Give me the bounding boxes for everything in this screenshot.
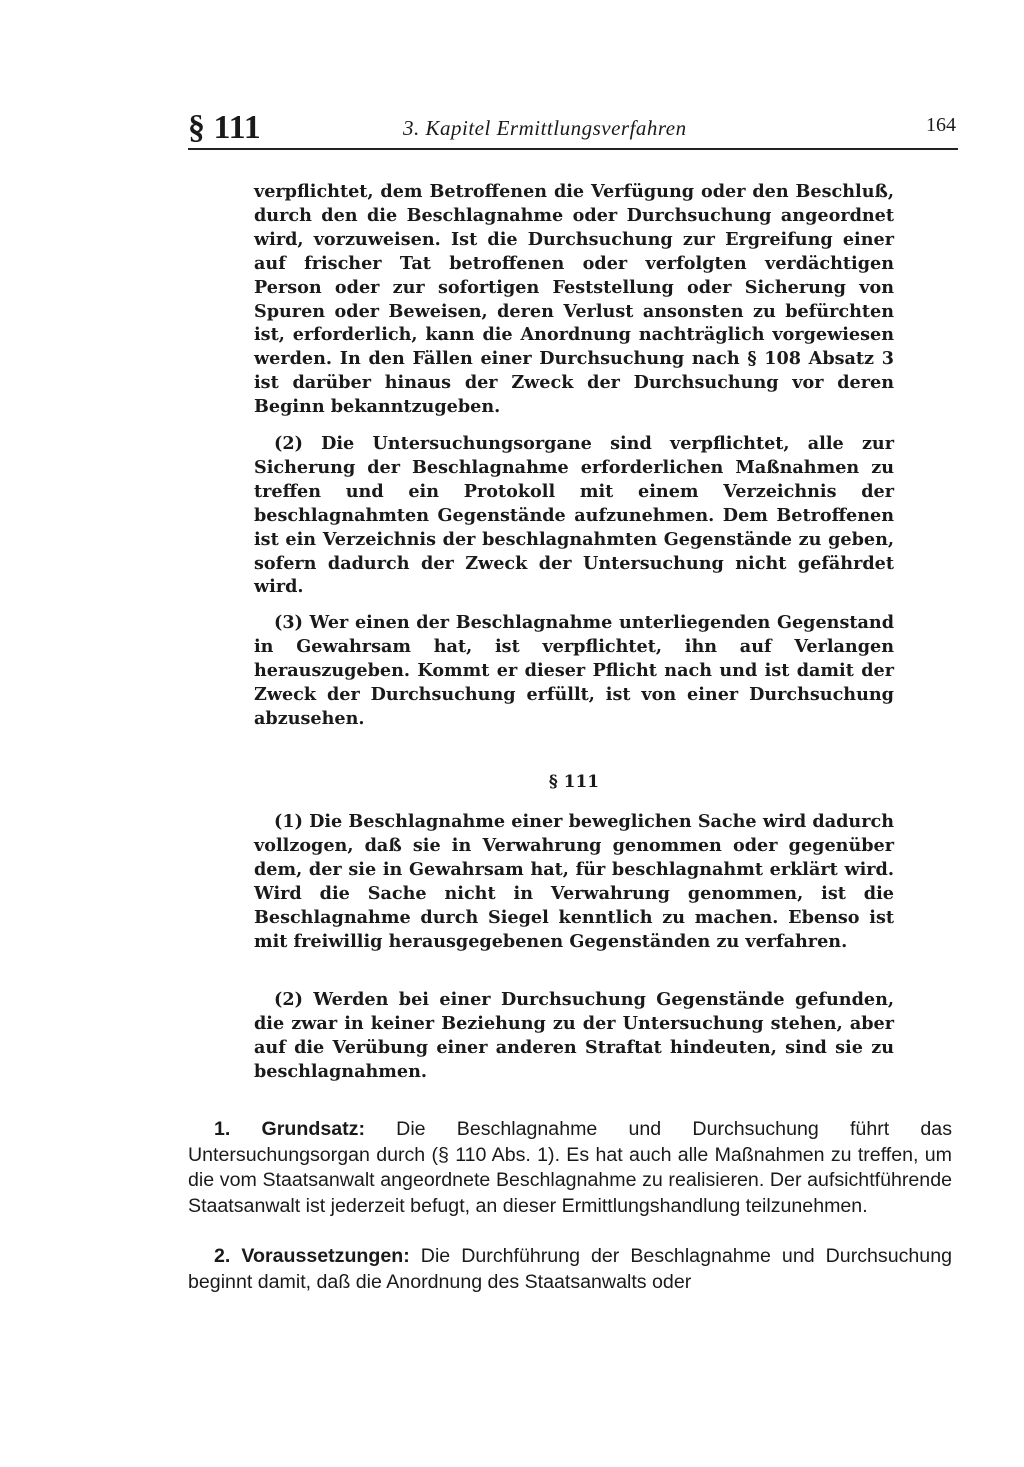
commentary-note-1-label: 1. Grundsatz: <box>214 1118 365 1140</box>
section-111-paragraph-2: (2) Werden bei einer Durchsuchung Gegenstände gefunden, die zwar in keiner Beziehung zu der Untersuchung stehen, aber auf die Verübung einer anderen Straftat hindeuten, sind sie zu beschlagnahmen. <box>254 989 894 1082</box>
section-heading-111: § 111 <box>548 772 600 792</box>
page-header <box>188 108 958 150</box>
commentary-note-2-text: Die Durchführung der Beschlagnahme und Durchsuchung beginnt damit, daß die Anordnung des Staatsanwalts oder <box>188 1245 952 1293</box>
header-chapter-title: 3. Kapitel Ermittlungsverfahren <box>403 116 687 140</box>
page-number: 164 <box>926 114 956 136</box>
commentary-note-2 <box>188 1244 952 1295</box>
law-paragraph-3: (3) Wer einen der Beschlagnahme unterliegenden Gegenstand in Gewahrsam hat, ist verpflichtet, ihn auf Verlangen herauszugeben. Kommt er dieser Pflicht nach und ist damit der Zweck der Durchsuchung erfüllt, ist von einer Durchsuchung abzusehen. <box>254 612 894 729</box>
commentary-note-2-label: 2. Voraussetzungen: <box>214 1245 410 1267</box>
law-paragraph-continued: verpflichtet, dem Betroffenen die Verfügung oder den Beschluß, durch den die Beschlagnahme oder Durchsuchung angeordnet wird, vorzuweisen. Ist die Durchsuchung zur Ergreifung einer auf frischer Tat betroffenen oder verfolgten verdächtigen Person oder zur sofortigen Feststellung oder Sicherung von Spuren oder Beweisen, deren Verlust ansonsten zu befürchten ist, erforderlich, kann die Anordnung nachträglich vorgewiesen werden. In den Fällen einer Durchsuchung nach § 108 Absatz 3 ist darüber hinaus der Zweck der Durchsuchung vor deren Beginn bekanntzugeben. <box>254 181 894 418</box>
commentary-note-1-text: Die Beschlagnahme und Durchsuchung führt das Untersuchungsorgan durch (§ 110 Abs. 1). Es hat auch alle Maßnahmen zu treffen, um die vom Staatsanwalt angeordnete Beschlagnahme zu realisieren. Der aufsichtführende Staatsanwalt ist jederzeit befugt, an dieser Ermittlungshandlung teilzunehmen. <box>188 1118 952 1217</box>
law-paragraph-2: (2) Die Untersuchungsorgane sind verpflichtet, alle zur Sicherung der Beschlagnahme erforderlichen Maßnahmen zu treffen und ein Protokoll mit einem Verzeichnis der beschlagnahmten Gegenstände aufzunehmen. Dem Betroffenen ist ein Verzeichnis der beschlagnahmten Gegenstände zu geben, sofern dadurch der Zweck der Untersuchung nicht gefährdet wird. <box>254 433 894 598</box>
commentary-note-1 <box>188 1117 952 1219</box>
section-111-paragraph-1: (1) Die Beschlagnahme einer beweglichen Sache wird dadurch vollzogen, daß sie in Verwahrung genommen oder gegenüber dem, der sie in Gewahrsam hat, für beschlagnahmt erklärt wird. Wird die Sache nicht in Verwahrung genommen, ist die Beschlagnahme durch Siegel kenntlich zu machen. Ebenso ist mit freiwillig herausgegebenen Gegenständen zu verfahren. <box>254 811 894 952</box>
header-section-number: § 111 <box>188 109 261 146</box>
